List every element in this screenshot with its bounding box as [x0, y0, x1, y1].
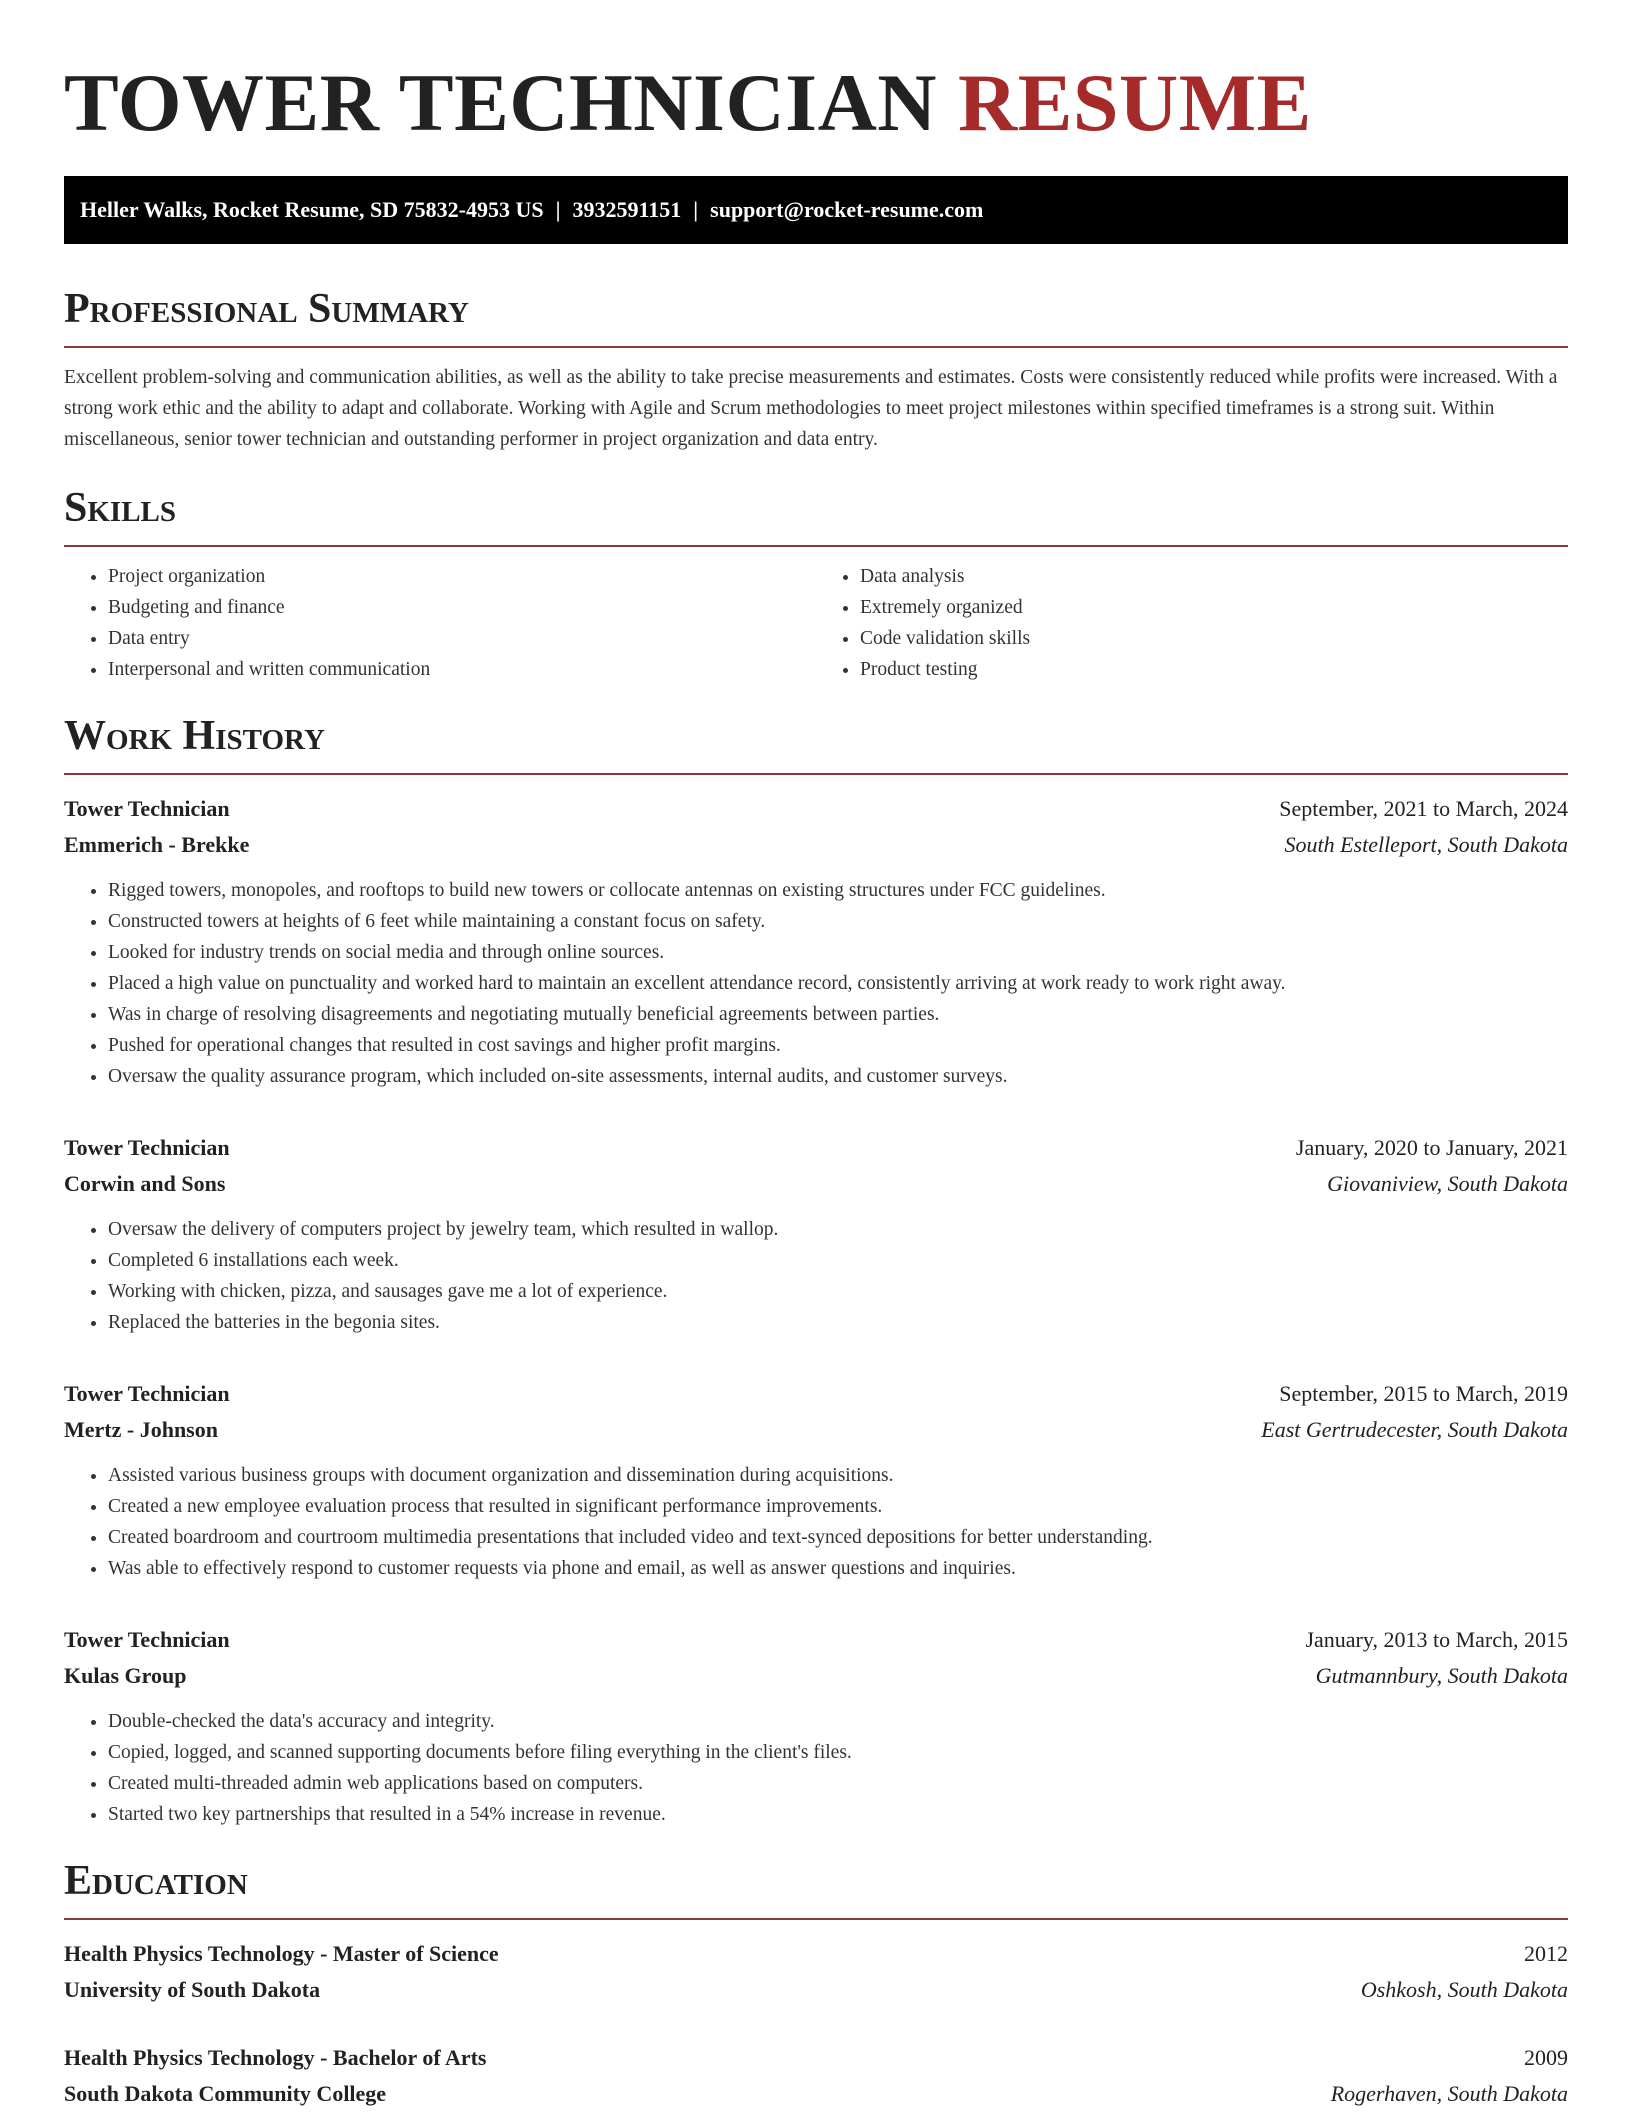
job-location: Gutmannbury, South Dakota	[1315, 1663, 1568, 1688]
skill-item: • Data entry	[108, 623, 816, 654]
education-year: 2012	[1524, 1941, 1568, 1966]
section-title-education: Education	[64, 1858, 248, 1904]
job-company-row	[64, 1412, 1568, 1448]
job-entry	[64, 1130, 1568, 1338]
job-bullet: • Oversaw the delivery of computers project by jewelry team, which resulted in wallop.	[108, 1214, 1568, 1245]
education-year: 2009	[1524, 2045, 1568, 2070]
job-bullet: • Completed 6 installations each week.	[108, 1245, 1568, 1276]
skill-item: • Budgeting and finance	[108, 592, 816, 623]
education-location: Oshkosh, South Dakota	[1360, 1977, 1568, 2002]
skills-list-right	[816, 561, 1568, 685]
contact-phone: 3932591151	[572, 197, 682, 222]
job-entry	[64, 1376, 1568, 1584]
section-title-skills: Skills	[64, 485, 177, 531]
skill-item: • Extremely organized	[860, 592, 1568, 623]
job-bullet: • Placed a high value on punctuality and worked hard to maintain an excellent attendance record, consistently arriving at work ready to work right away.	[108, 968, 1568, 999]
job-bullet: • Constructed towers at heights of 6 feet while maintaining a constant focus on safety.	[108, 906, 1568, 937]
job-bullets	[64, 875, 1568, 1092]
job-bullet: • Looked for industry trends on social media and through online sources.	[108, 937, 1568, 968]
job-bullet: • Created a new employee evaluation process that resulted in significant performance improvements.	[108, 1491, 1568, 1522]
job-header-row	[64, 1376, 1568, 1412]
skill-item: • Data analysis	[860, 561, 1568, 592]
job-bullet: • Double-checked the data's accuracy and integrity.	[108, 1706, 1568, 1737]
skill-item: • Code validation skills	[860, 623, 1568, 654]
job-bullet: • Was in charge of resolving disagreements and negotiating mutually beneficial agreements between parties.	[108, 999, 1568, 1030]
job-company-row	[64, 1658, 1568, 1694]
contact-separator: |	[693, 197, 699, 222]
title-accent: RESUME	[958, 57, 1312, 148]
education-location: Rogerhaven, South Dakota	[1330, 2081, 1568, 2106]
education-header-row	[64, 2040, 1568, 2076]
section-divider	[64, 346, 1568, 348]
education-degree: Health Physics Technology - Master of Science	[64, 1941, 499, 1966]
job-bullets	[64, 1706, 1568, 1830]
section-title-summary: Professional Summary	[64, 286, 469, 332]
title-main: TOWER TECHNICIAN	[64, 57, 938, 148]
job-bullet: • Assisted various business groups with document organization and dissemination during acquisitions.	[108, 1460, 1568, 1491]
education-school: University of South Dakota	[64, 1977, 321, 2002]
job-header-row	[64, 1130, 1568, 1166]
summary-section	[64, 284, 1568, 455]
job-title: Tower Technician	[64, 796, 230, 821]
section-title-work-history: Work History	[64, 713, 325, 759]
skills-section	[64, 483, 1568, 685]
resume-title	[64, 0, 1568, 148]
job-bullets	[64, 1214, 1568, 1338]
job-dates: January, 2020 to January, 2021	[1295, 1135, 1568, 1160]
job-company-row	[64, 1166, 1568, 1202]
job-bullet: • Created multi-threaded admin web applications based on computers.	[108, 1768, 1568, 1799]
summary-text: Excellent problem-solving and communication abilities, as well as the ability to take precise measurements and estimates. Costs were consistently reduced while profits were increased. With a strong work ethic and the ability to adapt and collaborate. Working with Agile and Scrum methodologies to meet project milestones within specified timeframes is a strong suit. Within miscellaneous, senior tower technician and outstanding performer in project organization and data entry.	[64, 367, 1558, 450]
skill-item: • Product testing	[860, 654, 1568, 685]
skill-item: • Interpersonal and written communication	[108, 654, 816, 685]
job-title: Tower Technician	[64, 1381, 230, 1406]
job-company: Corwin and Sons	[64, 1171, 226, 1196]
section-divider	[64, 545, 1568, 547]
job-company: Kulas Group	[64, 1663, 187, 1688]
job-bullet: • Was able to effectively respond to customer requests via phone and email, as well as answer questions and inquiries.	[108, 1553, 1568, 1584]
job-company: Mertz - Johnson	[64, 1417, 218, 1442]
job-location: South Estelleport, South Dakota	[1284, 832, 1568, 857]
job-location: Giovaniview, South Dakota	[1327, 1171, 1568, 1196]
education-section	[64, 1856, 1568, 2112]
job-bullet: • Working with chicken, pizza, and sausages gave me a lot of experience.	[108, 1276, 1568, 1307]
education-school: South Dakota Community College	[64, 2081, 387, 2106]
job-bullet: • Created boardroom and courtroom multimedia presentations that included video and text-synced depositions for better understanding.	[108, 1522, 1568, 1553]
job-dates: September, 2015 to March, 2019	[1279, 1381, 1568, 1406]
section-divider	[64, 773, 1568, 775]
education-degree: Health Physics Technology - Bachelor of Arts	[64, 2045, 487, 2070]
job-header-row	[64, 791, 1568, 827]
education-entry	[64, 1936, 1568, 2008]
job-bullets	[64, 1460, 1568, 1584]
contact-separator: |	[555, 197, 561, 222]
job-bullet: • Oversaw the quality assurance program, which included on-site assessments, internal audits, and customer surveys.	[108, 1061, 1568, 1092]
job-bullet: • Replaced the batteries in the begonia sites.	[108, 1307, 1568, 1338]
contact-email[interactable]: support@rocket-resume.com	[710, 197, 984, 222]
contact-address: Heller Walks, Rocket Resume, SD 75832-4953 US	[80, 197, 544, 222]
resume-page	[64, 0, 1568, 2112]
skills-columns	[64, 561, 1568, 685]
job-bullet: • Pushed for operational changes that resulted in cost savings and higher profit margins.	[108, 1030, 1568, 1061]
work-history-section	[64, 711, 1568, 1830]
skills-list-left	[64, 561, 816, 685]
job-entry	[64, 791, 1568, 1092]
job-dates: January, 2013 to March, 2015	[1305, 1627, 1568, 1652]
education-school-row	[64, 2076, 1568, 2112]
skill-item: • Project organization	[108, 561, 816, 592]
contact-bar	[64, 176, 1568, 244]
job-company: Emmerich - Brekke	[64, 832, 250, 857]
job-title: Tower Technician	[64, 1627, 230, 1652]
job-header-row	[64, 1622, 1568, 1658]
job-bullet: • Copied, logged, and scanned supporting documents before filing everything in the client's files.	[108, 1737, 1568, 1768]
job-dates: September, 2021 to March, 2024	[1279, 796, 1568, 821]
job-entry	[64, 1622, 1568, 1830]
education-entry	[64, 2040, 1568, 2112]
job-bullet: • Started two key partnerships that resulted in a 54% increase in revenue.	[108, 1799, 1568, 1830]
job-bullet: • Rigged towers, monopoles, and rooftops to build new towers or collocate antennas on existing structures under FCC guidelines.	[108, 875, 1568, 906]
education-school-row	[64, 1972, 1568, 2008]
job-location: East Gertrudecester, South Dakota	[1261, 1417, 1568, 1442]
job-company-row	[64, 827, 1568, 863]
job-title: Tower Technician	[64, 1135, 230, 1160]
section-divider	[64, 1918, 1568, 1920]
education-header-row	[64, 1936, 1568, 1972]
